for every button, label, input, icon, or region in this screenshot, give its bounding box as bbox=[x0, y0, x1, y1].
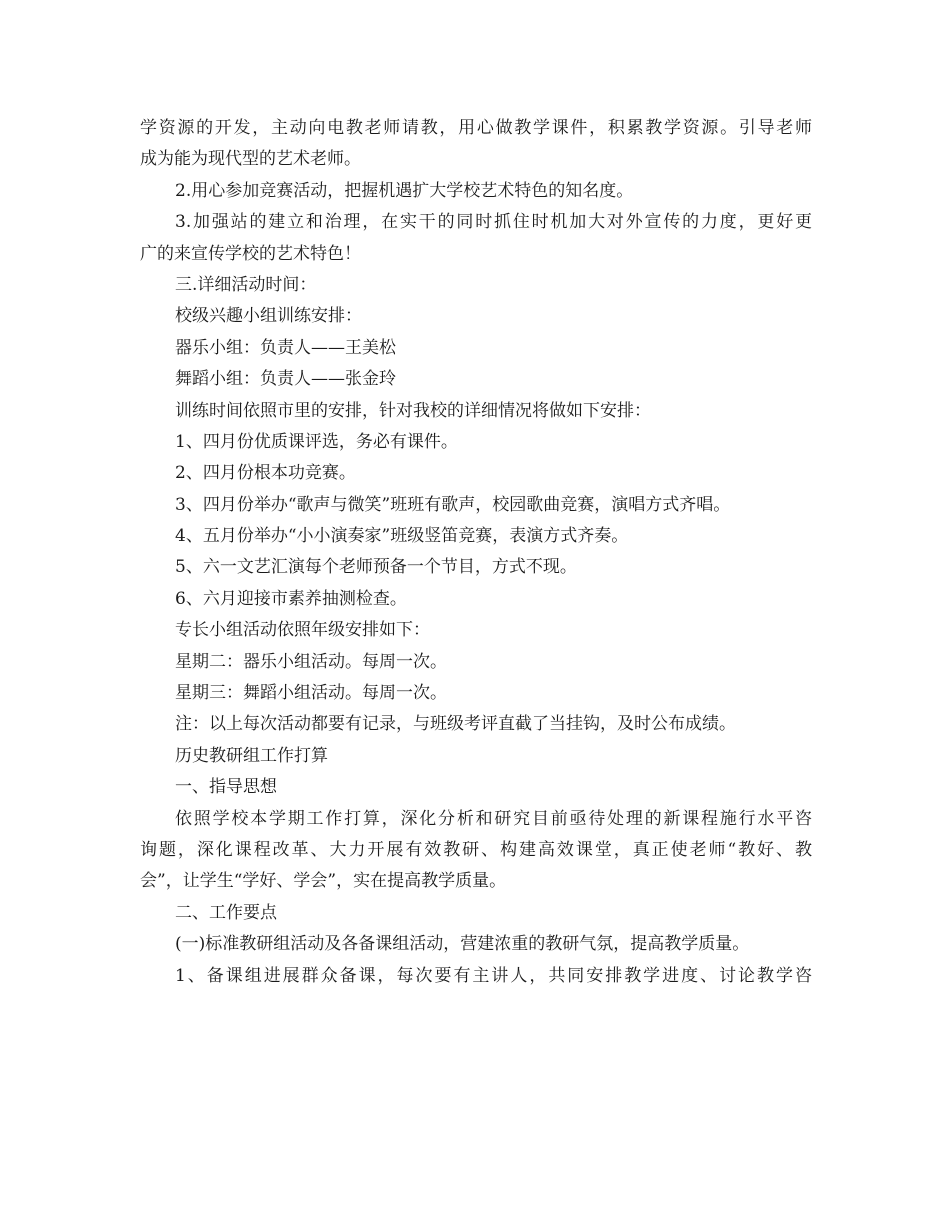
line-text: 成为能为现代型的艺术老师。 bbox=[140, 149, 361, 170]
line-text: 学资源的开发，主动向电教老师请教，用心做教学课件，积累教学资源。引导老师 bbox=[140, 118, 812, 138]
section-heading bbox=[140, 772, 812, 803]
line-text: 训练时间依照市里的安排，针对我校的详细情况将做如下安排： bbox=[175, 400, 651, 421]
line-text: 5、六一文艺汇演每个老师预备一个节目，方式不现。 bbox=[175, 557, 577, 578]
line-text: 广的来宣传学校的艺术特色！ bbox=[140, 243, 361, 264]
text-line bbox=[140, 678, 812, 709]
list-item bbox=[140, 490, 812, 521]
text-line bbox=[140, 709, 812, 740]
list-item bbox=[140, 427, 812, 458]
text-line bbox=[140, 835, 812, 866]
line-text: 器乐小组：负责人——王美松 bbox=[175, 337, 396, 358]
text-line bbox=[140, 239, 812, 270]
text-line bbox=[140, 929, 812, 960]
line-text: 6、六月迎接市素养抽测检查。 bbox=[175, 588, 407, 609]
text-line bbox=[140, 364, 812, 395]
text-line bbox=[140, 176, 812, 207]
section-heading bbox=[140, 741, 812, 772]
list-item bbox=[140, 521, 812, 552]
line-text: 4、五月份举办“小小演奏家”班级竖笛竞赛，表演方式齐奏。 bbox=[175, 526, 629, 547]
text-line bbox=[140, 961, 812, 992]
text-line bbox=[140, 647, 812, 678]
line-text: 舞蹈小组：负责人——张金玲 bbox=[175, 369, 396, 390]
list-item bbox=[140, 552, 812, 583]
section-heading bbox=[140, 898, 812, 929]
text-line bbox=[140, 396, 812, 427]
line-text: 校级兴趣小组训练安排： bbox=[175, 306, 362, 327]
document-page bbox=[140, 113, 812, 992]
line-text: 依照学校本学期工作打算，深化分析和研究目前亟待处理的新课程施行水平咨 bbox=[175, 808, 812, 829]
line-text: 3.加强站的建立和治理，在实干的同时抓住时机加大对外宣传的力度，更好更 bbox=[175, 212, 812, 233]
line-text: 2、四月份根本功竞赛。 bbox=[175, 463, 356, 484]
text-line bbox=[140, 866, 812, 897]
text-line bbox=[140, 144, 812, 175]
text-line bbox=[140, 207, 812, 238]
line-text: 1、备课组进展群众备课，每次要有主讲人，共同安排教学进度、讨论教学咨 bbox=[175, 965, 812, 986]
line-text: 历史教研组工作打算 bbox=[175, 745, 328, 766]
line-text: 专长小组活动依照年级安排如下： bbox=[175, 620, 430, 641]
list-item bbox=[140, 458, 812, 489]
line-text: 一、指导思想 bbox=[175, 777, 277, 798]
line-text: 星期三：舞蹈小组活动。每周一次。 bbox=[175, 683, 447, 704]
line-text: 2.用心参加竞赛活动，把握机遇扩大学校艺术特色的知名度。 bbox=[175, 180, 634, 201]
line-text: 星期二：器乐小组活动。每周一次。 bbox=[175, 651, 447, 672]
text-line bbox=[140, 113, 812, 144]
line-text: 注：以上每次活动都要有记录，与班级考评直截了当挂钩，及时公布成绩。 bbox=[175, 714, 736, 735]
line-text: 询题，深化课程改革、大力开展有效教研、构建高效课堂，真正使老师“教好、教 bbox=[140, 839, 812, 860]
list-item bbox=[140, 584, 812, 615]
text-line bbox=[140, 301, 812, 332]
line-text: 二、工作要点 bbox=[175, 902, 277, 923]
line-text: 会”，让学生“学好、学会”，实在提高教学质量。 bbox=[140, 871, 507, 892]
text-line bbox=[140, 333, 812, 364]
line-text: 3、四月份举办“歌声与微笑”班班有歌声，校园歌曲竞赛，演唱方式齐唱。 bbox=[175, 494, 731, 515]
line-text: 1、四月份优质课评选，务必有课件。 bbox=[175, 431, 458, 452]
text-line bbox=[140, 804, 812, 835]
section-heading bbox=[140, 270, 812, 301]
text-line bbox=[140, 615, 812, 646]
line-text: 三.详细活动时间： bbox=[175, 274, 317, 295]
line-text: (一)标准教研组活动及各备课组活动，营建浓重的教研气氛，提高教学质量。 bbox=[175, 934, 750, 955]
